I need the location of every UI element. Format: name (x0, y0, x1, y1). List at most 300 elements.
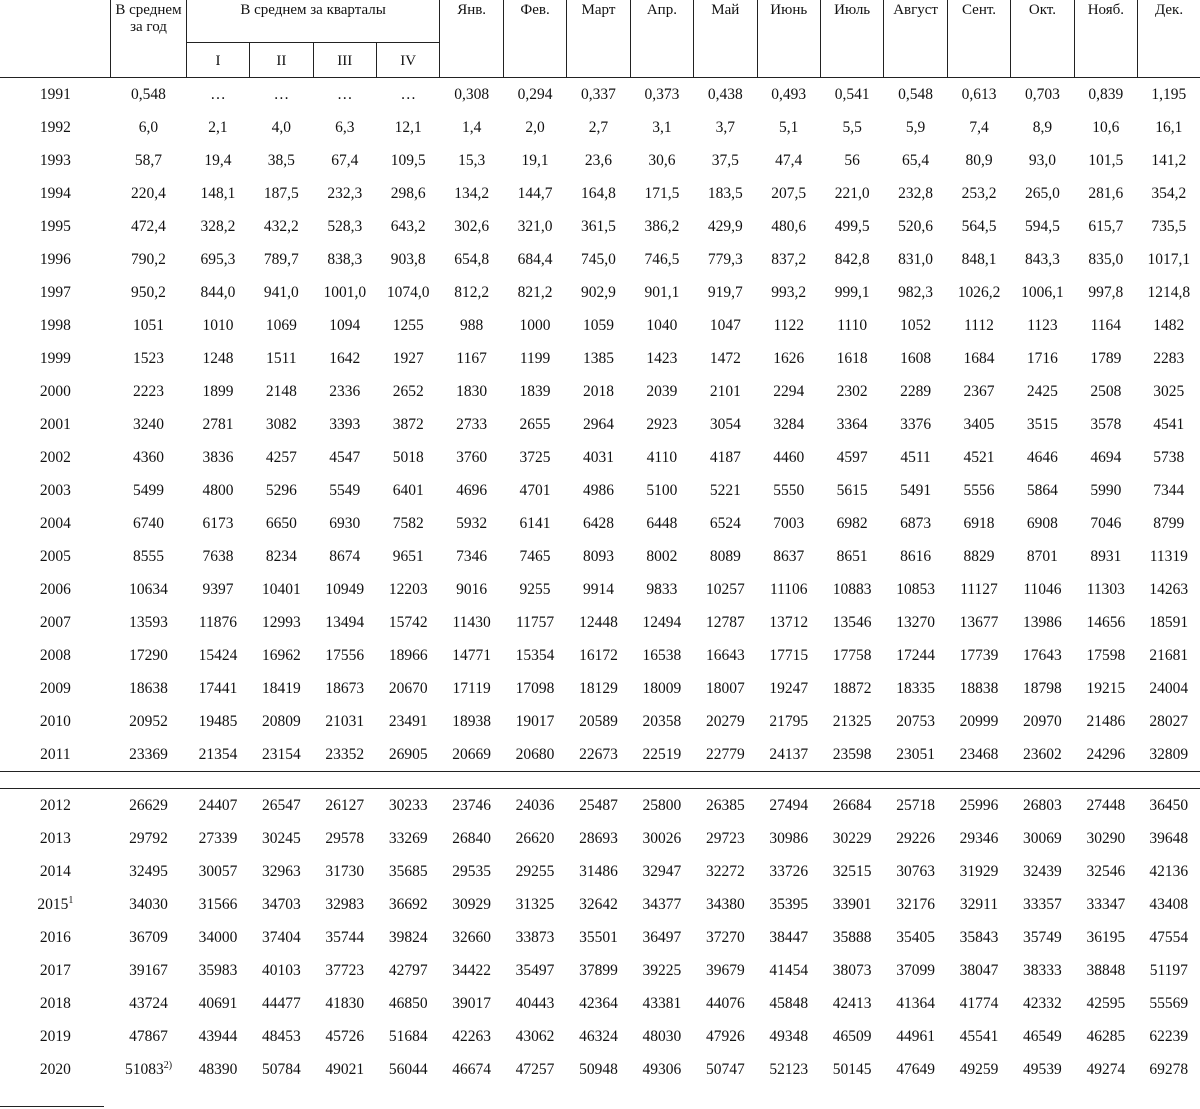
quarter-value-cell: 838,3 (327, 250, 363, 268)
month-value-cell: 30986 (769, 829, 809, 847)
month-value-cell: 20970 (1023, 712, 1062, 730)
table-row (0, 309, 1200, 342)
annual-average-value: 58,7 (134, 151, 163, 169)
month-value-cell: 25718 (896, 796, 935, 814)
year-label: 2017 (39, 961, 71, 979)
quarter-value-cell: 23352 (325, 745, 365, 763)
month-value-cell: 6448 (646, 514, 678, 532)
month-value-cell: 0,438 (707, 85, 743, 103)
month-value-cell: 8093 (582, 547, 614, 565)
month-header: Август (884, 0, 947, 78)
month-value-cell: 35888 (832, 928, 872, 946)
annual-average-value: 34030 (129, 895, 168, 913)
year-label: 2001 (39, 415, 71, 433)
month-value-cell: 1789 (1090, 349, 1122, 367)
quarter-value-cell: 8674 (329, 547, 361, 565)
month-value-cell: 1059 (582, 316, 614, 334)
quarter-value-cell: 2652 (392, 382, 424, 400)
annual-average-value: 51083 (124, 1060, 164, 1078)
month-value-cell: 10883 (832, 580, 872, 598)
annual-average-value: 36709 (129, 928, 168, 946)
month-value-cell: 20753 (896, 712, 935, 730)
quarter-value-cell: 46850 (388, 994, 428, 1012)
month-value-cell: 18798 (1023, 679, 1062, 697)
table-row (0, 606, 1200, 639)
year-label: 2005 (39, 547, 71, 565)
month-value-cell: 20680 (515, 745, 555, 763)
month-value-cell: 12787 (705, 613, 745, 631)
quarter-value-cell: 37723 (325, 961, 365, 979)
quarter-value-cell: 1642 (329, 349, 361, 367)
annual-average-value: 47867 (129, 1027, 168, 1045)
year-label: 2013 (39, 829, 71, 847)
table-row (0, 789, 1200, 823)
month-value-cell: 26684 (832, 796, 872, 814)
annual-average-value: 8555 (132, 547, 164, 565)
month-value-cell: 1716 (1026, 349, 1058, 367)
quarter-value-cell: 12,1 (394, 118, 422, 136)
month-value-cell: 47257 (515, 1060, 555, 1078)
annual-average-cell (111, 540, 187, 573)
month-value-cell: 44076 (705, 994, 745, 1012)
quarter-value-cell: 35744 (325, 928, 365, 946)
month-value-cell: 22519 (642, 745, 682, 763)
month-value-cell: 29346 (959, 829, 999, 847)
quarter-value-cell: 1255 (392, 316, 424, 334)
table-row (0, 408, 1200, 441)
year-label: 2008 (39, 646, 71, 664)
quarter-value-cell: 1010 (202, 316, 234, 334)
month-value-cell: 24137 (769, 745, 809, 763)
year-cell (0, 1020, 111, 1053)
month-value-cell: 8637 (773, 547, 805, 565)
month-value-cell: 41774 (959, 994, 999, 1012)
year-cell (0, 987, 111, 1020)
month-value-cell: 31486 (579, 862, 618, 880)
table-row (0, 111, 1200, 144)
quarter-value-cell: 2,1 (208, 118, 228, 136)
month-value-cell: 6524 (709, 514, 741, 532)
year-cell (0, 540, 111, 573)
annual-average-value: 6740 (132, 514, 164, 532)
year-label: 1992 (39, 118, 71, 136)
month-value-cell: 835,0 (1088, 250, 1124, 268)
month-value-cell: 3284 (773, 415, 805, 433)
month-value-cell: 26840 (452, 829, 491, 847)
month-value-cell: 20999 (959, 712, 999, 730)
month-value-cell: 4696 (456, 481, 488, 499)
month-value-cell: 1199 (519, 349, 551, 367)
quarter-value-cell: 7582 (392, 514, 424, 532)
month-value-cell: 21681 (1149, 646, 1189, 664)
month-value-cell: 30290 (1086, 829, 1126, 847)
table-row (0, 855, 1200, 888)
annual-average-header: В среднем за год (111, 0, 187, 78)
year-cell (0, 672, 111, 705)
quarter-value-cell: 38,5 (267, 151, 295, 169)
quarter-value-cell: 34703 (261, 895, 301, 913)
quarter-value-cell: 30057 (198, 862, 238, 880)
month-value-cell: 28693 (579, 829, 618, 847)
month-value-cell: 42364 (579, 994, 618, 1012)
table-row (0, 210, 1200, 243)
annual-average-cell (111, 144, 187, 177)
month-value-cell: 171,5 (644, 184, 680, 202)
year-cell (0, 606, 111, 639)
month-value-cell: 43408 (1149, 895, 1189, 913)
quarter-value-cell: 5549 (329, 481, 361, 499)
year-label: 2018 (39, 994, 71, 1012)
month-value-cell: 30026 (642, 829, 682, 847)
month-value-cell: 183,5 (707, 184, 743, 202)
month-value-cell: 520,6 (898, 217, 934, 235)
month-value-cell: 46285 (1086, 1027, 1126, 1045)
month-value-cell: 1839 (519, 382, 551, 400)
month-value-cell: 2508 (1090, 382, 1122, 400)
annual-average-value: 13593 (129, 613, 168, 631)
quarter-value-cell: … (273, 85, 290, 103)
quarter-value-cell: 40103 (261, 961, 301, 979)
quarter-value-cell: 36692 (388, 895, 428, 913)
month-value-cell: 8651 (836, 547, 868, 565)
month-value-cell: 5491 (900, 481, 932, 499)
month-value-cell: 1110 (837, 316, 868, 334)
month-value-cell: 62239 (1149, 1027, 1189, 1045)
month-value-cell: 1164 (1090, 316, 1122, 334)
month-value-cell: 11757 (515, 613, 555, 631)
month-value-cell: 2018 (582, 382, 614, 400)
annual-average-value: 32495 (129, 862, 168, 880)
month-value-cell: 50145 (832, 1060, 872, 1078)
month-value-cell: 30,6 (648, 151, 676, 169)
quarter-value-cell: 26547 (261, 796, 301, 814)
month-value-cell: 8799 (1153, 514, 1185, 532)
month-value-cell: 13986 (1023, 613, 1062, 631)
quarter-value-cell: 32983 (325, 895, 365, 913)
annual-average-cell (111, 705, 187, 738)
year-cell (0, 144, 111, 177)
annual-average-value: 1051 (132, 316, 164, 334)
quarter-value-cell: 2781 (202, 415, 234, 433)
year-cell (0, 507, 111, 540)
month-value-cell: 69278 (1149, 1060, 1189, 1078)
table-header (0, 0, 1200, 78)
month-value-cell: 43062 (515, 1027, 555, 1045)
quarter-value-cell: 42797 (388, 961, 428, 979)
month-value-cell: 24296 (1086, 745, 1126, 763)
year-cell (0, 408, 111, 441)
quarter-value-cell: 3393 (329, 415, 361, 433)
month-value-cell: 11106 (769, 580, 808, 598)
month-header: Янв. (440, 0, 503, 78)
quarter-value-cell: 19,4 (204, 151, 232, 169)
month-value-cell: 5990 (1090, 481, 1122, 499)
month-value-cell: 1000 (519, 316, 551, 334)
footnote-marker: 1 (68, 894, 74, 906)
year-cell (0, 111, 111, 144)
month-value-cell: 9914 (582, 580, 614, 598)
month-value-cell: 30763 (896, 862, 935, 880)
month-value-cell: 47554 (1149, 928, 1189, 946)
month-value-cell: 19017 (515, 712, 555, 730)
month-value-cell: 988 (460, 316, 484, 334)
month-value-cell: 21325 (832, 712, 872, 730)
month-value-cell: 49274 (1086, 1060, 1126, 1078)
table-row (0, 144, 1200, 177)
month-value-cell: 29255 (515, 862, 555, 880)
quarter-value-cell: 109,5 (390, 151, 426, 169)
month-value-cell: 1052 (900, 316, 932, 334)
quarter-value-cell: 34000 (198, 928, 238, 946)
annual-average-value: 1523 (132, 349, 164, 367)
quarter-value-cell: 18673 (325, 679, 365, 697)
month-value-cell: 17715 (769, 646, 809, 664)
month-value-cell: 4694 (1090, 448, 1122, 466)
month-value-cell: 9833 (646, 580, 678, 598)
month-value-cell: 2289 (900, 382, 932, 400)
month-value-cell: 49539 (1023, 1060, 1062, 1078)
month-value-cell: 32642 (579, 895, 618, 913)
quarter-value-cell: 21031 (325, 712, 365, 730)
month-value-cell: 22779 (705, 745, 745, 763)
month-value-cell: 39017 (452, 994, 491, 1012)
quarter-value-cell: 4,0 (271, 118, 292, 136)
annual-average-value: 220,4 (131, 184, 166, 202)
table-row (0, 822, 1200, 855)
month-value-cell: 38333 (1023, 961, 1062, 979)
year-column-header (0, 0, 111, 78)
quarter-value-cell: 20670 (388, 679, 428, 697)
quarter-value-cell: 3082 (265, 415, 297, 433)
month-value-cell: 46509 (832, 1027, 872, 1045)
annual-average-cell (111, 1053, 187, 1086)
year-label: 1999 (39, 349, 71, 367)
month-value-cell: 43381 (642, 994, 682, 1012)
quarter-value-cell: 16962 (261, 646, 301, 664)
month-value-cell: 16643 (705, 646, 745, 664)
month-value-cell: 0,373 (644, 85, 680, 103)
year-cell (0, 921, 111, 954)
month-value-cell: 429,9 (707, 217, 743, 235)
quarter-value-cell: 12203 (388, 580, 428, 598)
month-value-cell: 0,613 (961, 85, 997, 103)
month-value-cell: 24036 (515, 796, 555, 814)
annual-average-value: 950,2 (131, 283, 166, 301)
month-value-cell: 50747 (705, 1060, 745, 1078)
month-value-cell: 821,2 (517, 283, 553, 301)
month-value-cell: 18007 (705, 679, 745, 697)
month-value-cell: 1122 (773, 316, 804, 334)
year-label: 2000 (39, 382, 71, 400)
month-value-cell: 13270 (896, 613, 935, 631)
month-value-cell: 3364 (836, 415, 868, 433)
annual-average-value: 39167 (129, 961, 168, 979)
month-value-cell: 594,5 (1024, 217, 1060, 235)
month-value-cell: 13712 (769, 613, 809, 631)
month-value-cell: 18335 (896, 679, 935, 697)
quarter-value-cell: 41830 (325, 994, 365, 1012)
quarter-value-cell: 9651 (392, 547, 424, 565)
footnote-marker: 2) (163, 1059, 173, 1071)
table-row (0, 78, 1200, 112)
year-cell (0, 177, 111, 210)
month-value-cell: 4701 (519, 481, 551, 499)
month-header: Июнь (757, 0, 820, 78)
quarter-value-cell: 45726 (325, 1027, 365, 1045)
month-value-cell: 2367 (963, 382, 995, 400)
month-value-cell: 7346 (456, 547, 488, 565)
year-cell (0, 441, 111, 474)
month-value-cell: 4986 (582, 481, 614, 499)
year-cell (0, 789, 111, 823)
month-value-cell: 33347 (1086, 895, 1126, 913)
quarter-value-cell: 33269 (388, 829, 428, 847)
annual-average-value: 4360 (132, 448, 164, 466)
annual-average-cell (111, 921, 187, 954)
month-header: Сент. (947, 0, 1010, 78)
month-value-cell: 36450 (1149, 796, 1189, 814)
month-value-cell: 47926 (705, 1027, 745, 1045)
month-value-cell: 3,7 (715, 118, 735, 136)
quarter-value-cell: 3836 (202, 448, 234, 466)
month-value-cell: 26803 (1023, 796, 1062, 814)
month-value-cell: 28027 (1149, 712, 1189, 730)
month-value-cell: 23598 (832, 745, 872, 763)
month-value-cell: 35749 (1023, 928, 1062, 946)
month-value-cell: 32911 (959, 895, 999, 913)
table-row (0, 639, 1200, 672)
month-value-cell: 46674 (452, 1060, 491, 1078)
month-value-cell: 4187 (709, 448, 741, 466)
table-row (0, 441, 1200, 474)
month-header: Июль (820, 0, 883, 78)
month-value-cell: 25800 (642, 796, 682, 814)
month-value-cell: 38073 (832, 961, 872, 979)
month-value-cell: 779,3 (707, 250, 743, 268)
month-value-cell: 1123 (1027, 316, 1058, 334)
month-value-cell: 47,4 (775, 151, 803, 169)
month-value-cell: 5556 (963, 481, 995, 499)
quarter-value-cell: 1899 (202, 382, 234, 400)
month-value-cell: 9016 (456, 580, 488, 598)
month-value-cell: 0,337 (581, 85, 616, 103)
quarter-value-cell: 6,3 (335, 118, 355, 136)
month-value-cell: 1040 (646, 316, 678, 334)
month-value-cell: 31929 (959, 862, 999, 880)
month-value-cell: 2964 (582, 415, 614, 433)
annual-average-cell (111, 309, 187, 342)
month-value-cell: 49348 (769, 1027, 809, 1045)
annual-average-cell (111, 1020, 187, 1053)
month-value-cell: 34380 (705, 895, 745, 913)
month-value-cell: 46549 (1023, 1027, 1062, 1045)
month-value-cell: 4541 (1153, 415, 1185, 433)
month-value-cell: 37099 (896, 961, 935, 979)
month-header: Апр. (630, 0, 693, 78)
month-value-cell: 654,8 (454, 250, 490, 268)
month-value-cell: 18938 (452, 712, 491, 730)
month-value-cell: 56 (844, 151, 860, 169)
month-value-cell: 41364 (896, 994, 935, 1012)
month-value-cell: 44961 (896, 1027, 935, 1045)
month-value-cell: 49306 (642, 1060, 682, 1078)
quarter-value-cell: 24407 (198, 796, 238, 814)
month-value-cell: 16172 (579, 646, 618, 664)
month-value-cell: 6982 (836, 514, 868, 532)
month-value-cell: 30069 (1023, 829, 1062, 847)
month-value-cell: 32546 (1086, 862, 1126, 880)
month-value-cell: 5,9 (905, 118, 926, 136)
separator-line (0, 772, 1200, 789)
year-label: 2019 (39, 1027, 71, 1045)
month-value-cell: 746,5 (644, 250, 680, 268)
month-value-cell: 39679 (705, 961, 745, 979)
month-value-cell: 10853 (896, 580, 935, 598)
month-value-cell: 1830 (456, 382, 488, 400)
quarter-value-cell: 4257 (265, 448, 297, 466)
month-header: Окт. (1011, 0, 1074, 78)
annual-average-cell (111, 474, 187, 507)
month-value-cell: 144,7 (517, 184, 553, 202)
month-value-cell: 0,548 (898, 85, 934, 103)
month-value-cell: 52123 (769, 1060, 809, 1078)
month-value-cell: 20669 (452, 745, 491, 763)
year-label: 2003 (39, 481, 71, 499)
month-value-cell: 12494 (642, 613, 682, 631)
quarter-value-cell: 695,3 (200, 250, 236, 268)
table-row (0, 375, 1200, 408)
quarter-value-cell: 51684 (388, 1027, 428, 1045)
month-value-cell: 37899 (579, 961, 618, 979)
month-value-cell: 14263 (1149, 580, 1189, 598)
year-cell (0, 276, 111, 309)
month-value-cell: 25996 (959, 796, 999, 814)
quarter-value-cell: 29578 (325, 829, 365, 847)
month-value-cell: 11319 (1149, 547, 1188, 565)
year-label: 2020 (39, 1060, 71, 1078)
quarter-value-cell: 23154 (261, 745, 301, 763)
month-value-cell: 3025 (1153, 382, 1185, 400)
month-value-cell: 34422 (452, 961, 491, 979)
month-value-cell: 11127 (960, 580, 998, 598)
month-value-cell: 32272 (705, 862, 745, 880)
month-value-cell: 9255 (519, 580, 551, 598)
month-value-cell: 4521 (963, 448, 995, 466)
month-value-cell: 3725 (519, 448, 551, 466)
month-value-cell: 10,6 (1092, 118, 1120, 136)
month-value-cell: 3376 (900, 415, 932, 433)
month-value-cell: 812,2 (454, 283, 490, 301)
month-value-cell: 11046 (1023, 580, 1062, 598)
month-value-cell: 2294 (773, 382, 805, 400)
table-row (0, 540, 1200, 573)
month-value-cell: 5,1 (779, 118, 799, 136)
month-value-cell: 21795 (769, 712, 809, 730)
quarter-value-cell: 148,1 (200, 184, 236, 202)
month-value-cell: 3515 (1026, 415, 1058, 433)
month-value-cell: 17739 (959, 646, 999, 664)
quarter-value-cell: 6401 (392, 481, 424, 499)
month-value-cell: 6428 (582, 514, 614, 532)
month-value-cell: 6918 (963, 514, 995, 532)
month-value-cell: 18838 (959, 679, 999, 697)
quarter-value-cell: 27339 (198, 829, 238, 847)
month-value-cell: 0,541 (834, 85, 870, 103)
month-value-cell: 23468 (959, 745, 999, 763)
annual-average-value: 26629 (129, 796, 168, 814)
quarter-value-cell: 11876 (198, 613, 238, 631)
month-value-cell: 41454 (769, 961, 809, 979)
